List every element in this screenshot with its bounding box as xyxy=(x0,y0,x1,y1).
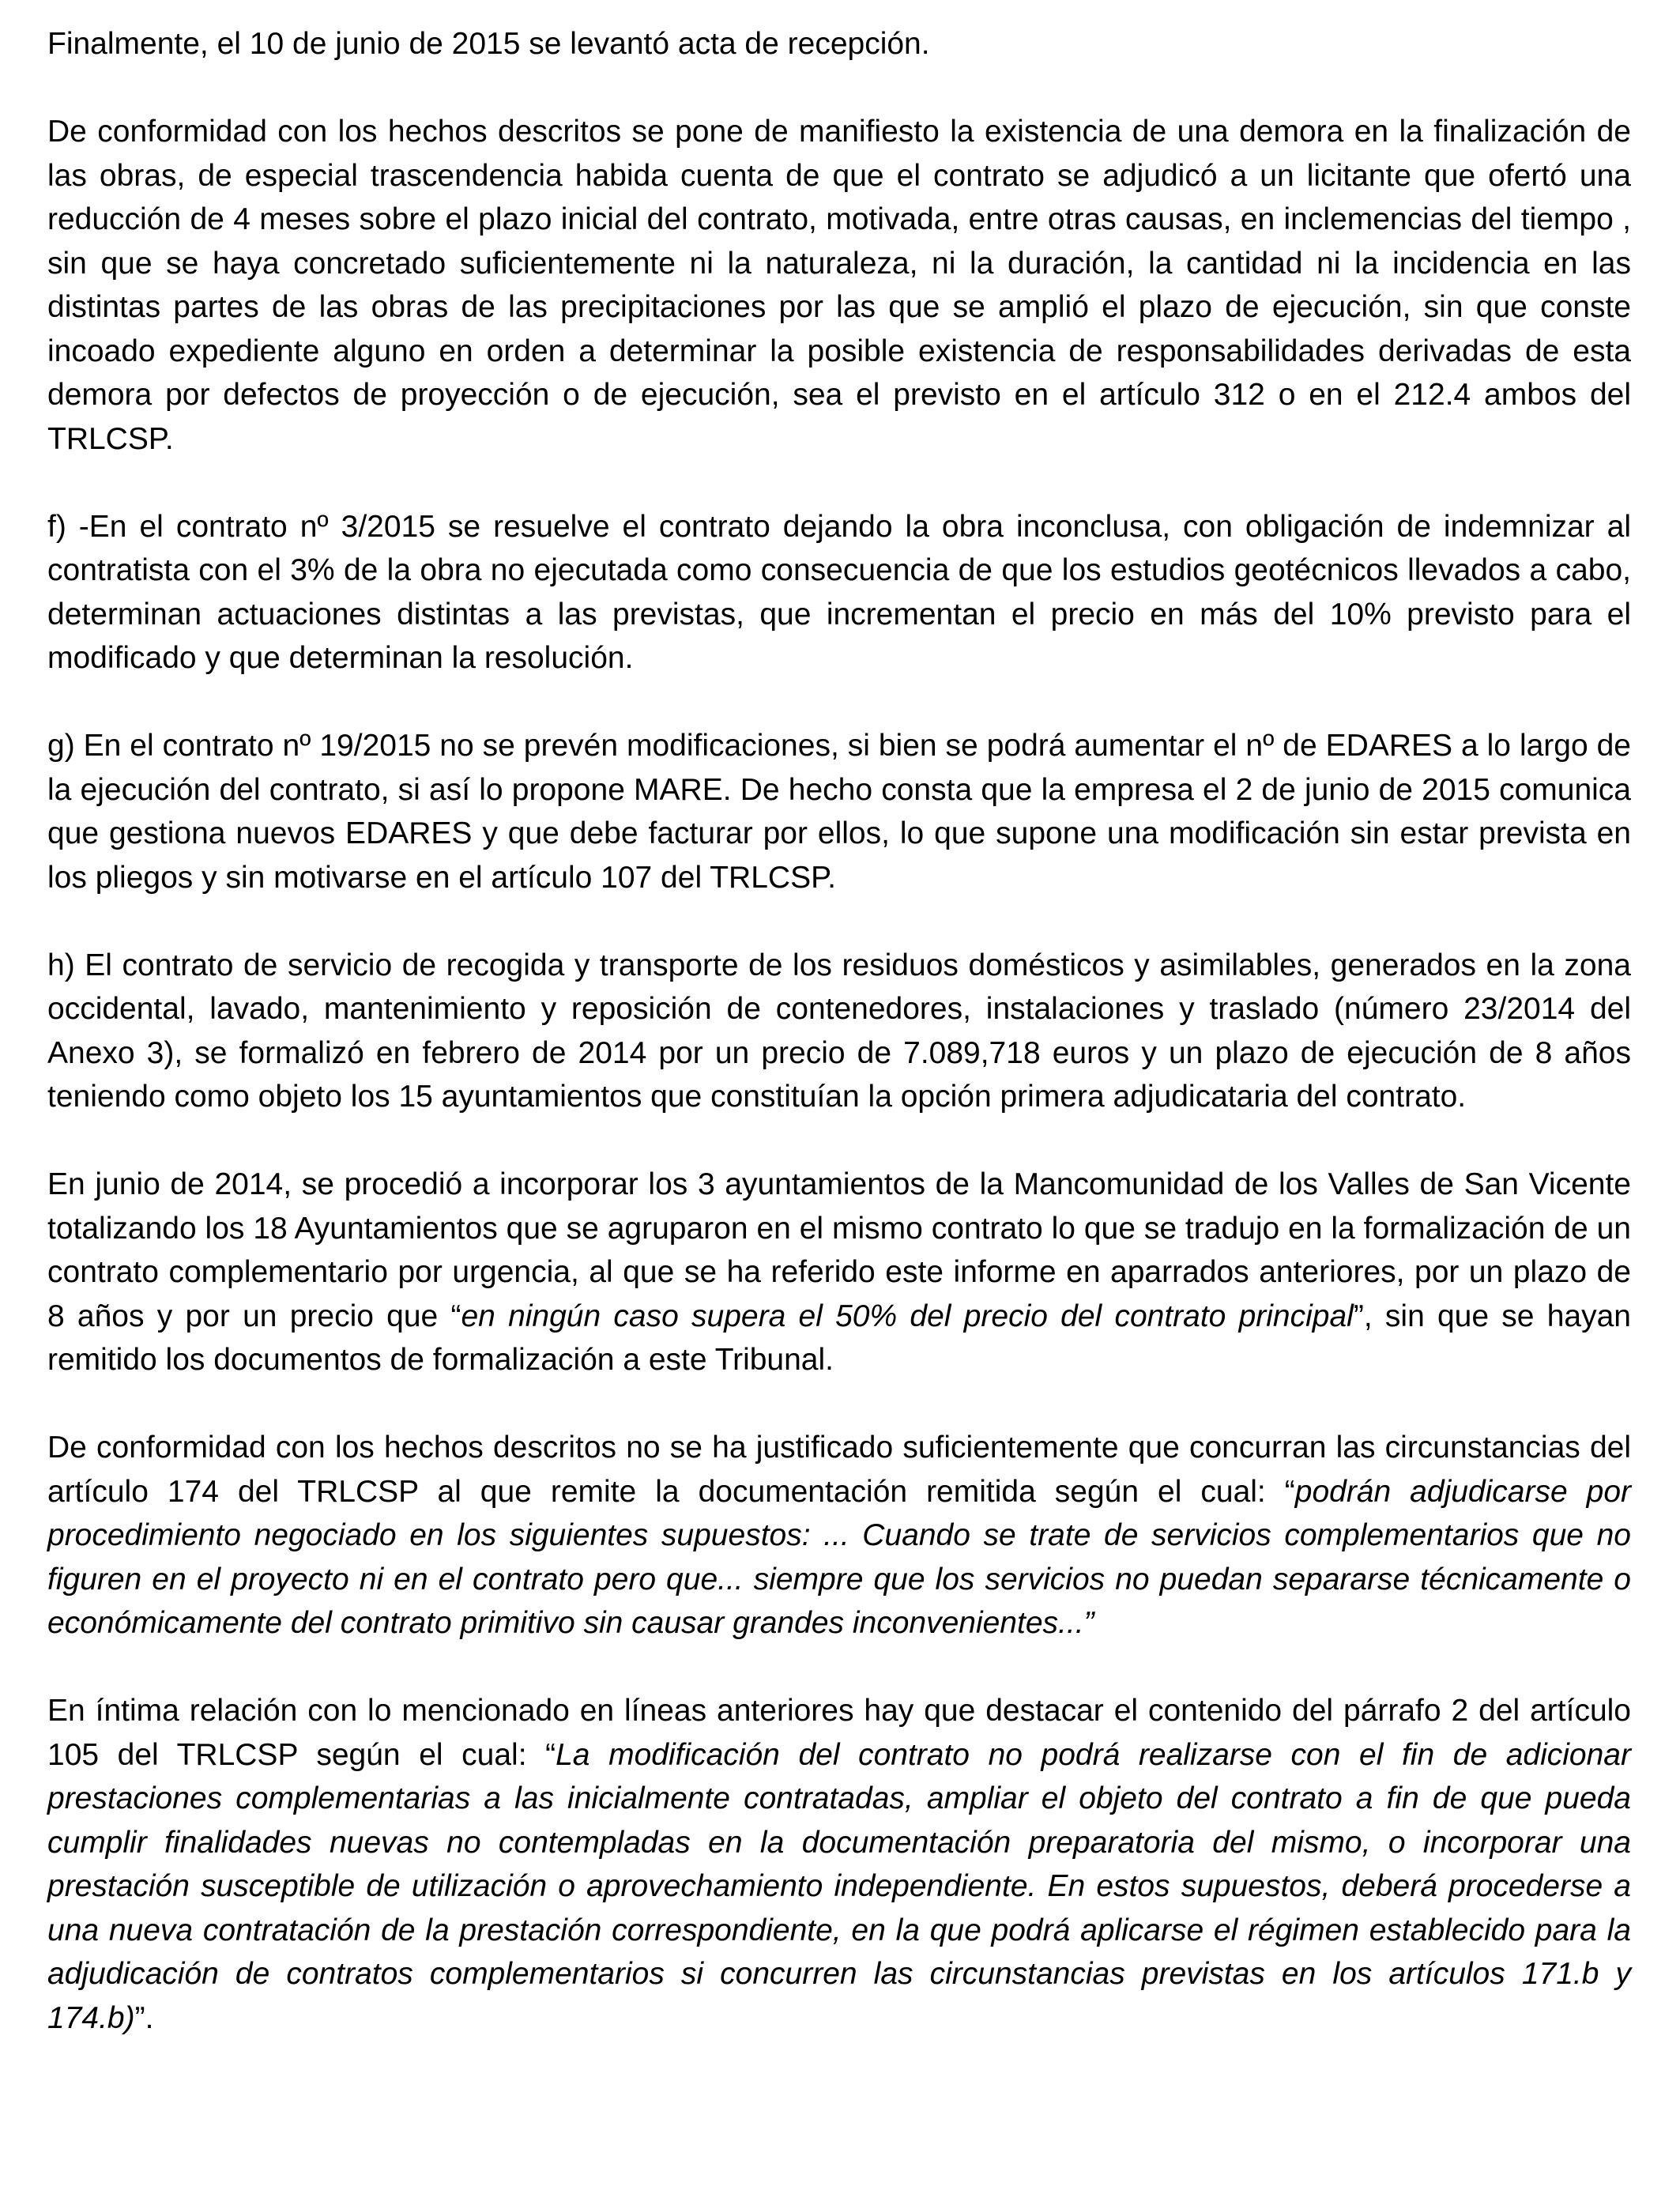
paragraph-text: En junio de 2014, se procedió a incorporar los 3 ayuntamientos de la Mancomunidad de los Valles de San Vicente totalizando los 18 Ayuntamientos que se agruparon en el mismo contrato lo que se tradujo en la formalización de un contrato complementario por urgencia, al que se ha referido este informe en aparrados anteriores, por un plazo de 8 años y por un precio que “ xyxy=(47,1167,1631,1333)
paragraph-item-h: h) El contrato de servicio de recogida y transporte de los residuos domésticos y asimilables, generados en la zona occidental, lavado, mantenimiento y reposición de contenedores, instalaciones y traslado (número 23/2014 del Anexo 3), se formalizó en febrero de 2014 por un precio de 7.089,718 euros y un plazo de ejecución de 8 años teniendo como objeto los 15 ayuntamientos que constituían la opción primera adjudicataria del contrato. xyxy=(47,948,1631,1114)
paragraph-item-g: g) En el contrato nº 19/2015 no se prevén modificaciones, si bien se podrá aumentar el nº de EDARES a lo largo de la ejecución del contrato, si así lo propone MARE. De hecho consta que la empresa el 2 de junio de 2015 comunica que gestiona nuevos EDARES y que debe facturar por ellos, lo que supone una modificación sin estar prevista en los pliegos y sin motivarse en el artículo 107 del TRLCSP. xyxy=(47,729,1631,895)
paragraph-text: De conformidad con los hechos descritos no se ha justificado suficientemente que concurran las circunstancias del artículo 174 del TRLCSP al que remite la documentación remitida según el cual: “ xyxy=(47,1431,1631,1509)
quoted-text: podrán adjudicarse por procedimiento negociado en los siguientes supuestos: ... Cuando se trate de servicios complementarios que no figuren en el proyecto ni en el contrato pero que... siempre que los servicios no puedan separarse técnicamente o económicamente del contrato primitivo sin causar grandes inconvenientes...” xyxy=(47,1474,1632,1640)
paragraph-article-105 xyxy=(47,1689,1631,2040)
paragraph-text: ”, sin que se hayan remitido los documentos de formalización a este Tribunal. xyxy=(47,1299,1631,1377)
paragraph-complementary-contract xyxy=(47,1163,1631,1382)
paragraph-item-f: f) -En el contrato nº 3/2015 se resuelve el contrato dejando la obra inconclusa, con obligación de indemnizar al contratista con el 3% de la obra no ejecutada como consecuencia de que los estudios geotécnicos llevados a cabo, determinan actuaciones distintas a las previstas, que incrementan el precio en más del 10% previsto para el modificado y que determinan la resolución. xyxy=(47,509,1631,675)
quoted-text: en ningún caso supera el 50% del precio del contrato principal xyxy=(461,1299,1354,1333)
quoted-text: La modificación del contrato no podrá realizarse con el fin de adicionar prestaciones complementarias a las inicialmente contratadas, ampliar el objeto del contrato a fin de que pueda cumplir finalidades nuevas no contempladas en la documentación preparatoria del mismo, o incorporar una prestación susceptible de utilización o aprovechamiento independiente. En estos supuestos, deberá procederse a una nueva contratación de la prestación correspondiente, en la que podrá aplicarse el régimen establecido para la adjudicación de contratos complementarios si concurren las circunstancias previstas en los artículos 171.b y 174.b) xyxy=(47,1737,1631,2035)
paragraph-text: ”. xyxy=(134,2000,154,2035)
document-page xyxy=(47,22,1631,2040)
paragraph-delay-analysis: De conformidad con los hechos descritos se pone de manifiesto la existencia de una demora en la finalización de las obras, de especial trascendencia habida cuenta de que el contrato se adjudicó a un licitante que ofertó una reducción de 4 meses sobre el plazo inicial del contrato, motivada, entre otras causas, en inclemencias del tiempo , sin que se haya concretado suficientemente ni la naturaleza, ni la duración, la cantidad ni la incidencia en las distintas partes de las obras de las precipitaciones por las que se amplió el plazo de ejecución, sin que conste incoado expediente alguno en orden a determinar la posible existencia de responsabilidades derivadas de esta demora por defectos de proyección o de ejecución, sea el previsto en el artículo 312 o en el 212.4 ambos del TRLCSP. xyxy=(47,115,1631,456)
paragraph-article-174 xyxy=(47,1426,1631,1646)
paragraph-reception-date: Finalmente, el 10 de junio de 2015 se levantó acta de recepción. xyxy=(47,27,930,61)
paragraph-text: En íntima relación con lo mencionado en líneas anteriores hay que destacar el contenido del párrafo 2 del artículo 105 del TRLCSP según el cual: “ xyxy=(47,1694,1631,1772)
